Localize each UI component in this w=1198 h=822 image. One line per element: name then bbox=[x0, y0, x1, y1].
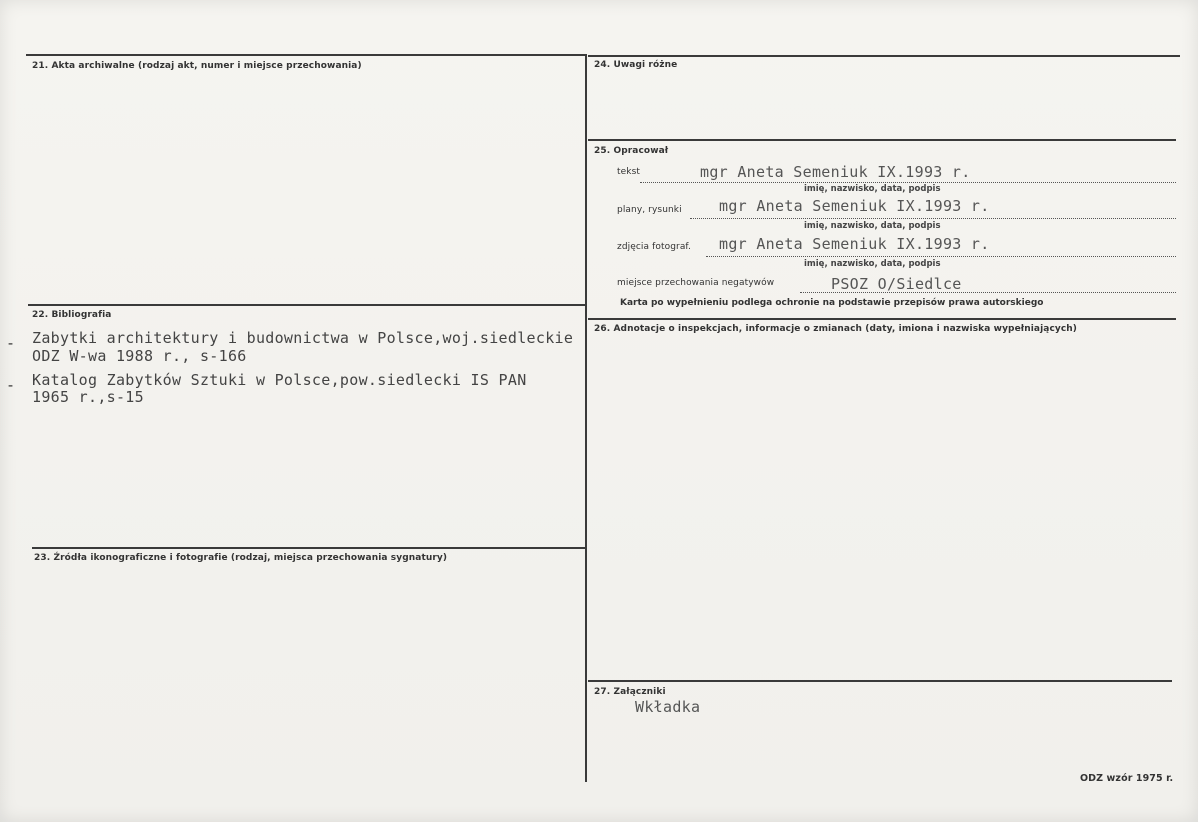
tekst-line bbox=[640, 182, 1176, 183]
tekst-value: mgr Aneta Semeniuk IX.1993 r. bbox=[700, 163, 971, 181]
section-26-label: 26. Adnotacje o inspekcjach, informacje o zmianach (daty, imiona i nazwiska wypełniających) bbox=[594, 324, 1078, 334]
bibliography-entry-1-line-1: Zabytki architektury i budownictwa w Polsce,woj.siedleckie bbox=[32, 329, 574, 347]
center-divider bbox=[585, 54, 587, 782]
zdjecia-label: zdjęcia fotograf. bbox=[617, 242, 692, 252]
bibliography-bullet-1: - bbox=[6, 334, 16, 352]
copyright-notice: Karta po wypełnieniu podlega ochronie na podstawie przepisów prawa autorskiego bbox=[620, 298, 1044, 308]
section-24-label: 24. Uwagi różne bbox=[594, 60, 678, 70]
rule-above-23 bbox=[32, 547, 585, 549]
tekst-hint: imię, nazwisko, data, podpis bbox=[804, 184, 941, 194]
rule-above-27 bbox=[588, 680, 1172, 682]
section-22-label: 22. Bibliografia bbox=[32, 310, 112, 320]
negatywy-value: PSOZ O/Siedlce bbox=[831, 275, 962, 293]
tekst-label: tekst bbox=[617, 167, 640, 177]
rule-above-26 bbox=[588, 318, 1176, 320]
plany-label: plany, rysunki bbox=[617, 205, 682, 215]
bibliography-entry-2-line-2: 1965 r.,s-15 bbox=[32, 388, 144, 406]
top-rule-right bbox=[588, 55, 1180, 57]
zdjecia-value: mgr Aneta Semeniuk IX.1993 r. bbox=[719, 235, 990, 253]
rule-above-25 bbox=[588, 139, 1176, 141]
zdjecia-hint: imię, nazwisko, data, podpis bbox=[804, 259, 941, 269]
attachments-value: Wkładka bbox=[635, 698, 701, 716]
bibliography-entry-2-line-1: Katalog Zabytków Sztuki w Polsce,pow.siedlecki IS PAN bbox=[32, 371, 527, 389]
section-21-label: 21. Akta archiwalne (rodzaj akt, numer i miejsce przechowania) bbox=[32, 61, 362, 71]
plany-value: mgr Aneta Semeniuk IX.1993 r. bbox=[719, 197, 990, 215]
section-27-label: 27. Załączniki bbox=[594, 687, 666, 697]
bibliography-entry-1-line-2: ODZ W-wa 1988 r., s-166 bbox=[32, 347, 247, 365]
plany-line bbox=[690, 218, 1176, 219]
section-25-label: 25. Opracował bbox=[594, 146, 669, 156]
bibliography-bullet-2: - bbox=[6, 376, 16, 394]
negatywy-label: miejsce przechowania negatywów bbox=[617, 278, 775, 288]
section-23-label: 23. Źródła ikonograficzne i fotografie (rodzaj, miejsca przechowania sygnatury) bbox=[34, 553, 448, 563]
rule-above-22 bbox=[28, 304, 585, 306]
plany-hint: imię, nazwisko, data, podpis bbox=[804, 221, 941, 231]
zdjecia-line bbox=[706, 256, 1176, 257]
form-identifier: ODZ wzór 1975 r. bbox=[1080, 773, 1174, 784]
top-rule-left bbox=[26, 54, 586, 56]
